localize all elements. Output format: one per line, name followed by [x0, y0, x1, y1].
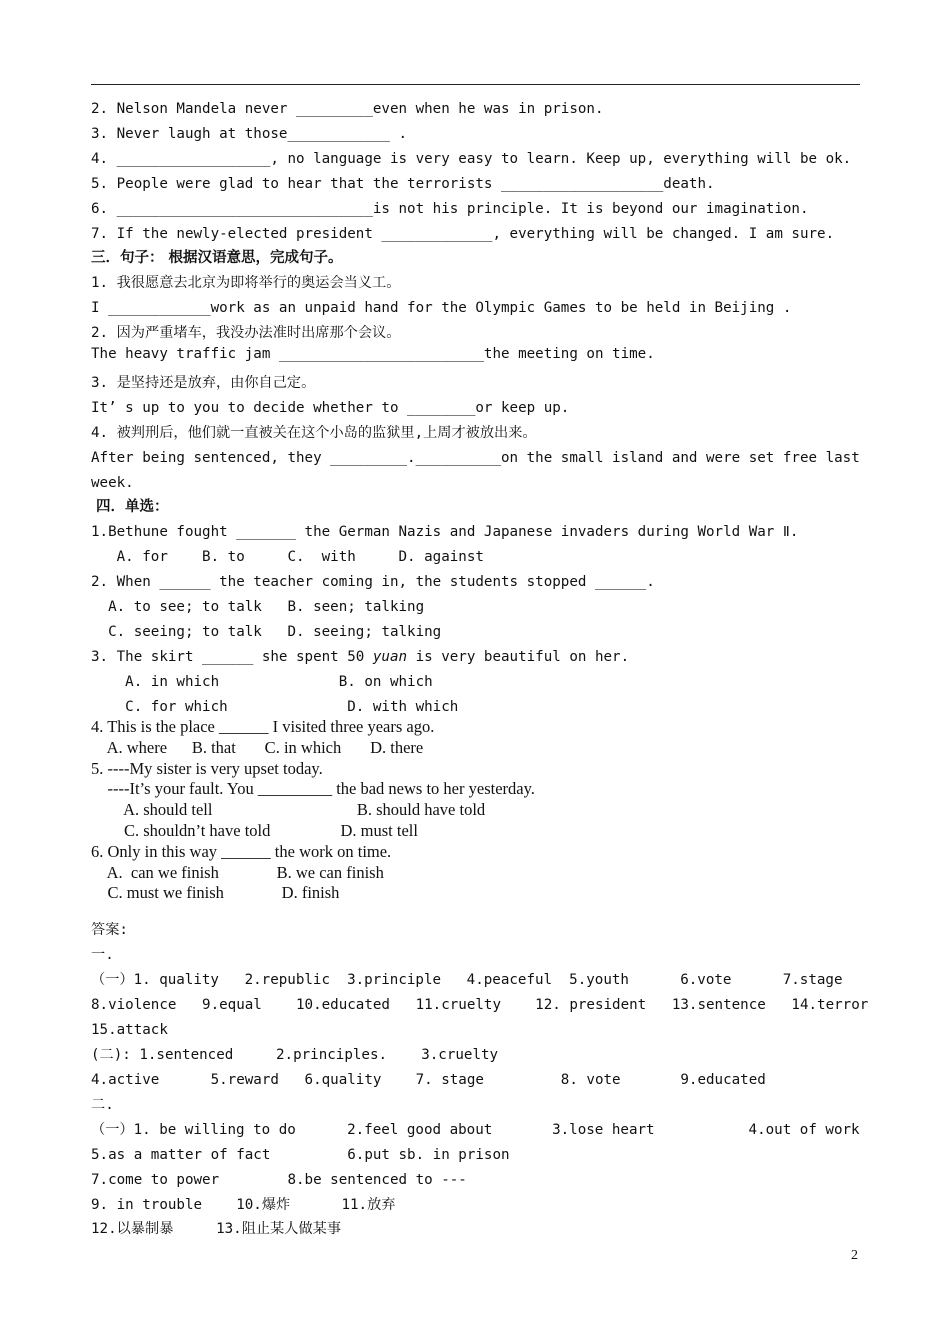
english-sentence: week. [91, 475, 134, 491]
question-text: is very beautiful on her. [407, 649, 630, 665]
answer-line: 8.violence 9.equal 10.educated 11.cruelty 12. president 13.sentence 14.terror [91, 997, 869, 1013]
question: 2. When ______ the teacher coming in, the students stopped ______. [91, 574, 655, 590]
question [91, 648, 629, 666]
english-sentence: After being sentenced, they _________.__________on the small island and were set free last [91, 450, 860, 466]
page-number: 2 [851, 1248, 858, 1263]
english-sentence: I ____________work as an unpaid hand for the Olympic Games to be held in Beijing . [91, 300, 792, 316]
exercise-line: 3. Never laugh at those____________ . [91, 126, 408, 142]
answer-part: 一. [91, 947, 114, 963]
answer-line: 4.active 5.reward 6.quality 7. stage 8. vote 9.educated [91, 1072, 766, 1088]
question: 4. This is the place ______ I visited three years ago. [91, 717, 435, 736]
chinese-prompt: 1. 我很愿意去北京为即将举行的奥运会当义工。 [91, 275, 401, 291]
exercise-line: 4. __________________, no language is very easy to learn. Keep up, everything will be ok. [91, 151, 852, 167]
exercise-line: 5. People were glad to hear that the terrorists ___________________death. [91, 176, 715, 192]
options: C. shouldn’t have told D. must tell [91, 821, 418, 840]
question: 6. Only in this way ______ the work on time. [91, 842, 392, 861]
italic-word: yuan [372, 649, 408, 665]
section-heading: 四．单选： [91, 499, 169, 515]
options: A. to see; to talk B. seen; talking [91, 599, 425, 615]
section-heading: 三．句子： 根据汉语意思，完成句子。 [91, 250, 343, 266]
english-sentence: It’ s up to you to decide whether to ________or keep up. [91, 400, 570, 416]
answer-part: 二. [91, 1097, 114, 1113]
answer-line: (二): 1.sentenced 2.principles. 3.cruelty [91, 1047, 499, 1063]
answer-line: 15.attack [91, 1022, 168, 1038]
answer-line: 12.以暴制暴 13.阻止某人做某事 [91, 1221, 342, 1237]
options: A. in which B. on which [91, 674, 433, 690]
options: C. seeing; to talk D. seeing; talking [91, 624, 442, 640]
english-sentence: The heavy traffic jam ________________________the meeting on time. [91, 346, 655, 362]
question-text: 3. The skirt ______ she spent 50 [91, 649, 373, 665]
options: A. can we finish B. we can finish [91, 863, 384, 882]
question: 5. ----My sister is very upset today. [91, 759, 323, 778]
question: 1.Bethune fought _______ the German Nazis and Japanese invaders during World War Ⅱ. [91, 524, 799, 540]
answer-line: 7.come to power 8.be sentenced to --- [91, 1172, 467, 1188]
chinese-prompt: 3. 是坚持还是放弃，由你自己定。 [91, 375, 316, 391]
options: A. for B. to C. with D. against [91, 549, 484, 565]
answer-line: 5.as a matter of fact 6.put sb. in prison [91, 1147, 510, 1163]
options: A. where B. that C. in which D. there [91, 738, 424, 757]
options: C. for which D. with which [91, 699, 459, 715]
answer-line: （一）1. be willing to do 2.feel good about 3.lose heart 4.out of work [91, 1122, 860, 1138]
options: A. should tell B. should have told [91, 800, 486, 819]
chinese-prompt: 2. 因为严重堵车，我没办法准时出席那个会议。 [91, 325, 401, 341]
exercise-line: 2. Nelson Mandela never _________even when he was in prison. [91, 101, 604, 117]
header-rule [91, 84, 860, 85]
exercise-line: 7. If the newly-elected president _____________, everything will be changed. I am sure. [91, 226, 835, 242]
answer-line: 9. in trouble 10.爆炸 11.放弃 [91, 1197, 396, 1213]
options: C. must we finish D. finish [91, 883, 340, 902]
chinese-prompt: 4. 被判刑后，他们就一直被关在这个小岛的监狱里,上周才被放出来。 [91, 425, 537, 441]
exercise-line: 6. ______________________________is not his principle. It is beyond our imagination. [91, 201, 809, 217]
question: ----It’s your fault. You _________ the bad news to her yesterday. [91, 779, 535, 798]
answer-line: （一）1. quality 2.republic 3.principle 4.peaceful 5.youth 6.vote 7.stage [91, 972, 843, 988]
answers-heading: 答案: [91, 922, 128, 938]
